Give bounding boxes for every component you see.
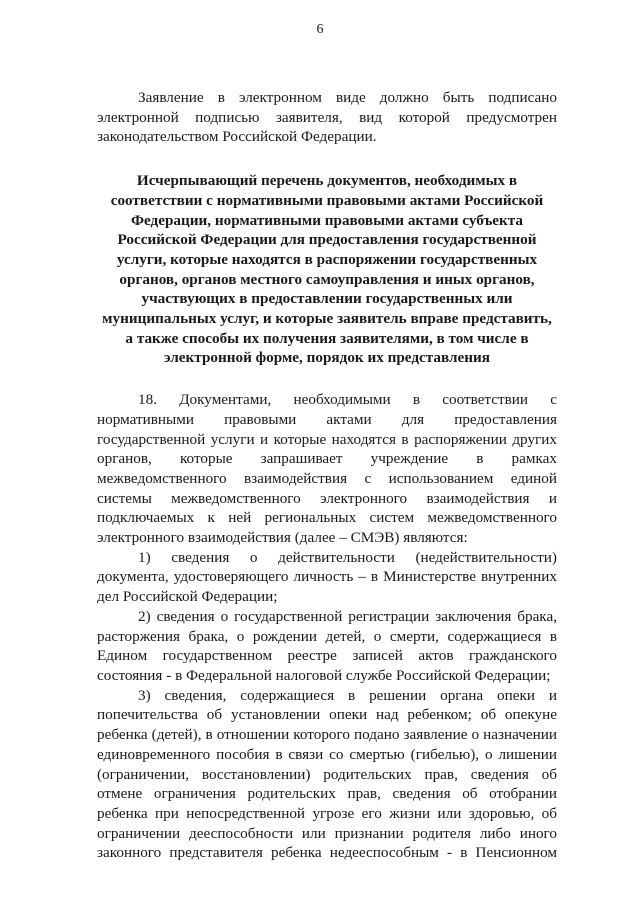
page-content (97, 88, 557, 863)
section-heading: Исчерпывающий перечень документов, необходимых в соответствии с нормативными правовыми актами Российской Федерации, нормативными правовыми актами субъекта Российской Федерации для предоставления государственной услуги, которые находятся в распоряжении государственных органов, органов местного самоуправления и иных органов, участвующих в предоставлении государственных или муниципальных услуг, и которые заявитель вправе представить, а также способы их получения заявителями, в том числе в электронной форме, порядок их представления (102, 172, 552, 367)
list-item-3-text: сведения, содержащиеся в решении органа опеки и попечительства об установлении опеки над ребенком; об опекуне ребенка (детей), в отношении которого подано заявление о назначении единовременного пособия в связи со смертью (гибелью), о лишении (ограничении, восстановлении) родительских прав, сведения об отмене ограничения родительских прав, сведения об отобрании ребенка при непосредственной угрозе его жизни или здоровью, об ограничении дееспособности или признании родителя либо иного законного представителя ребенка недееспособным - в Пенсионном (97, 686, 558, 862)
list-item-2-text: сведения о государственной регистрации заключения брака, расторжения брака, о рождении детей, о смерти, содержащиеся в Едином государственном реестре записей актов гражданского состояния - в Федеральной налоговой службе Российской Федерации; (97, 607, 557, 684)
intro-paragraph: Заявление в электронном виде должно быть подписано электронной подписью заявителя, вид которой предусмотрен законодательством Российской Федерации. (97, 89, 557, 146)
list-item-2 (97, 607, 557, 686)
list-item-1-text: сведения о действительности (недействительности) документа, удостоверяющего личность – в Министерстве внутренних дел Российской Федерации; (97, 548, 557, 606)
list-item-2-number: 2) (138, 607, 151, 625)
page-number: 6 (316, 22, 324, 37)
paragraph-18-text: Документами, необходимыми в соответствии с нормативными правовыми актами для предоставления государственной услуги и которые находятся в распоряжении других органов, которые запрашивает учреждение в рамках межведомственного взаимодействия с использованием единой системы межведомственного электронного взаимодействия и подключаемых к ней региональных систем межведомственного электронного взаимодействия (далее – СМЭВ) являются: (97, 391, 557, 547)
list-item-3 (97, 686, 557, 863)
list-item-1 (97, 548, 557, 607)
paragraph-18-number: 18. (138, 391, 157, 409)
list-item-1-number: 1) (138, 548, 151, 566)
paragraph-18 (97, 390, 557, 548)
list-item-3-number: 3) (138, 686, 151, 704)
